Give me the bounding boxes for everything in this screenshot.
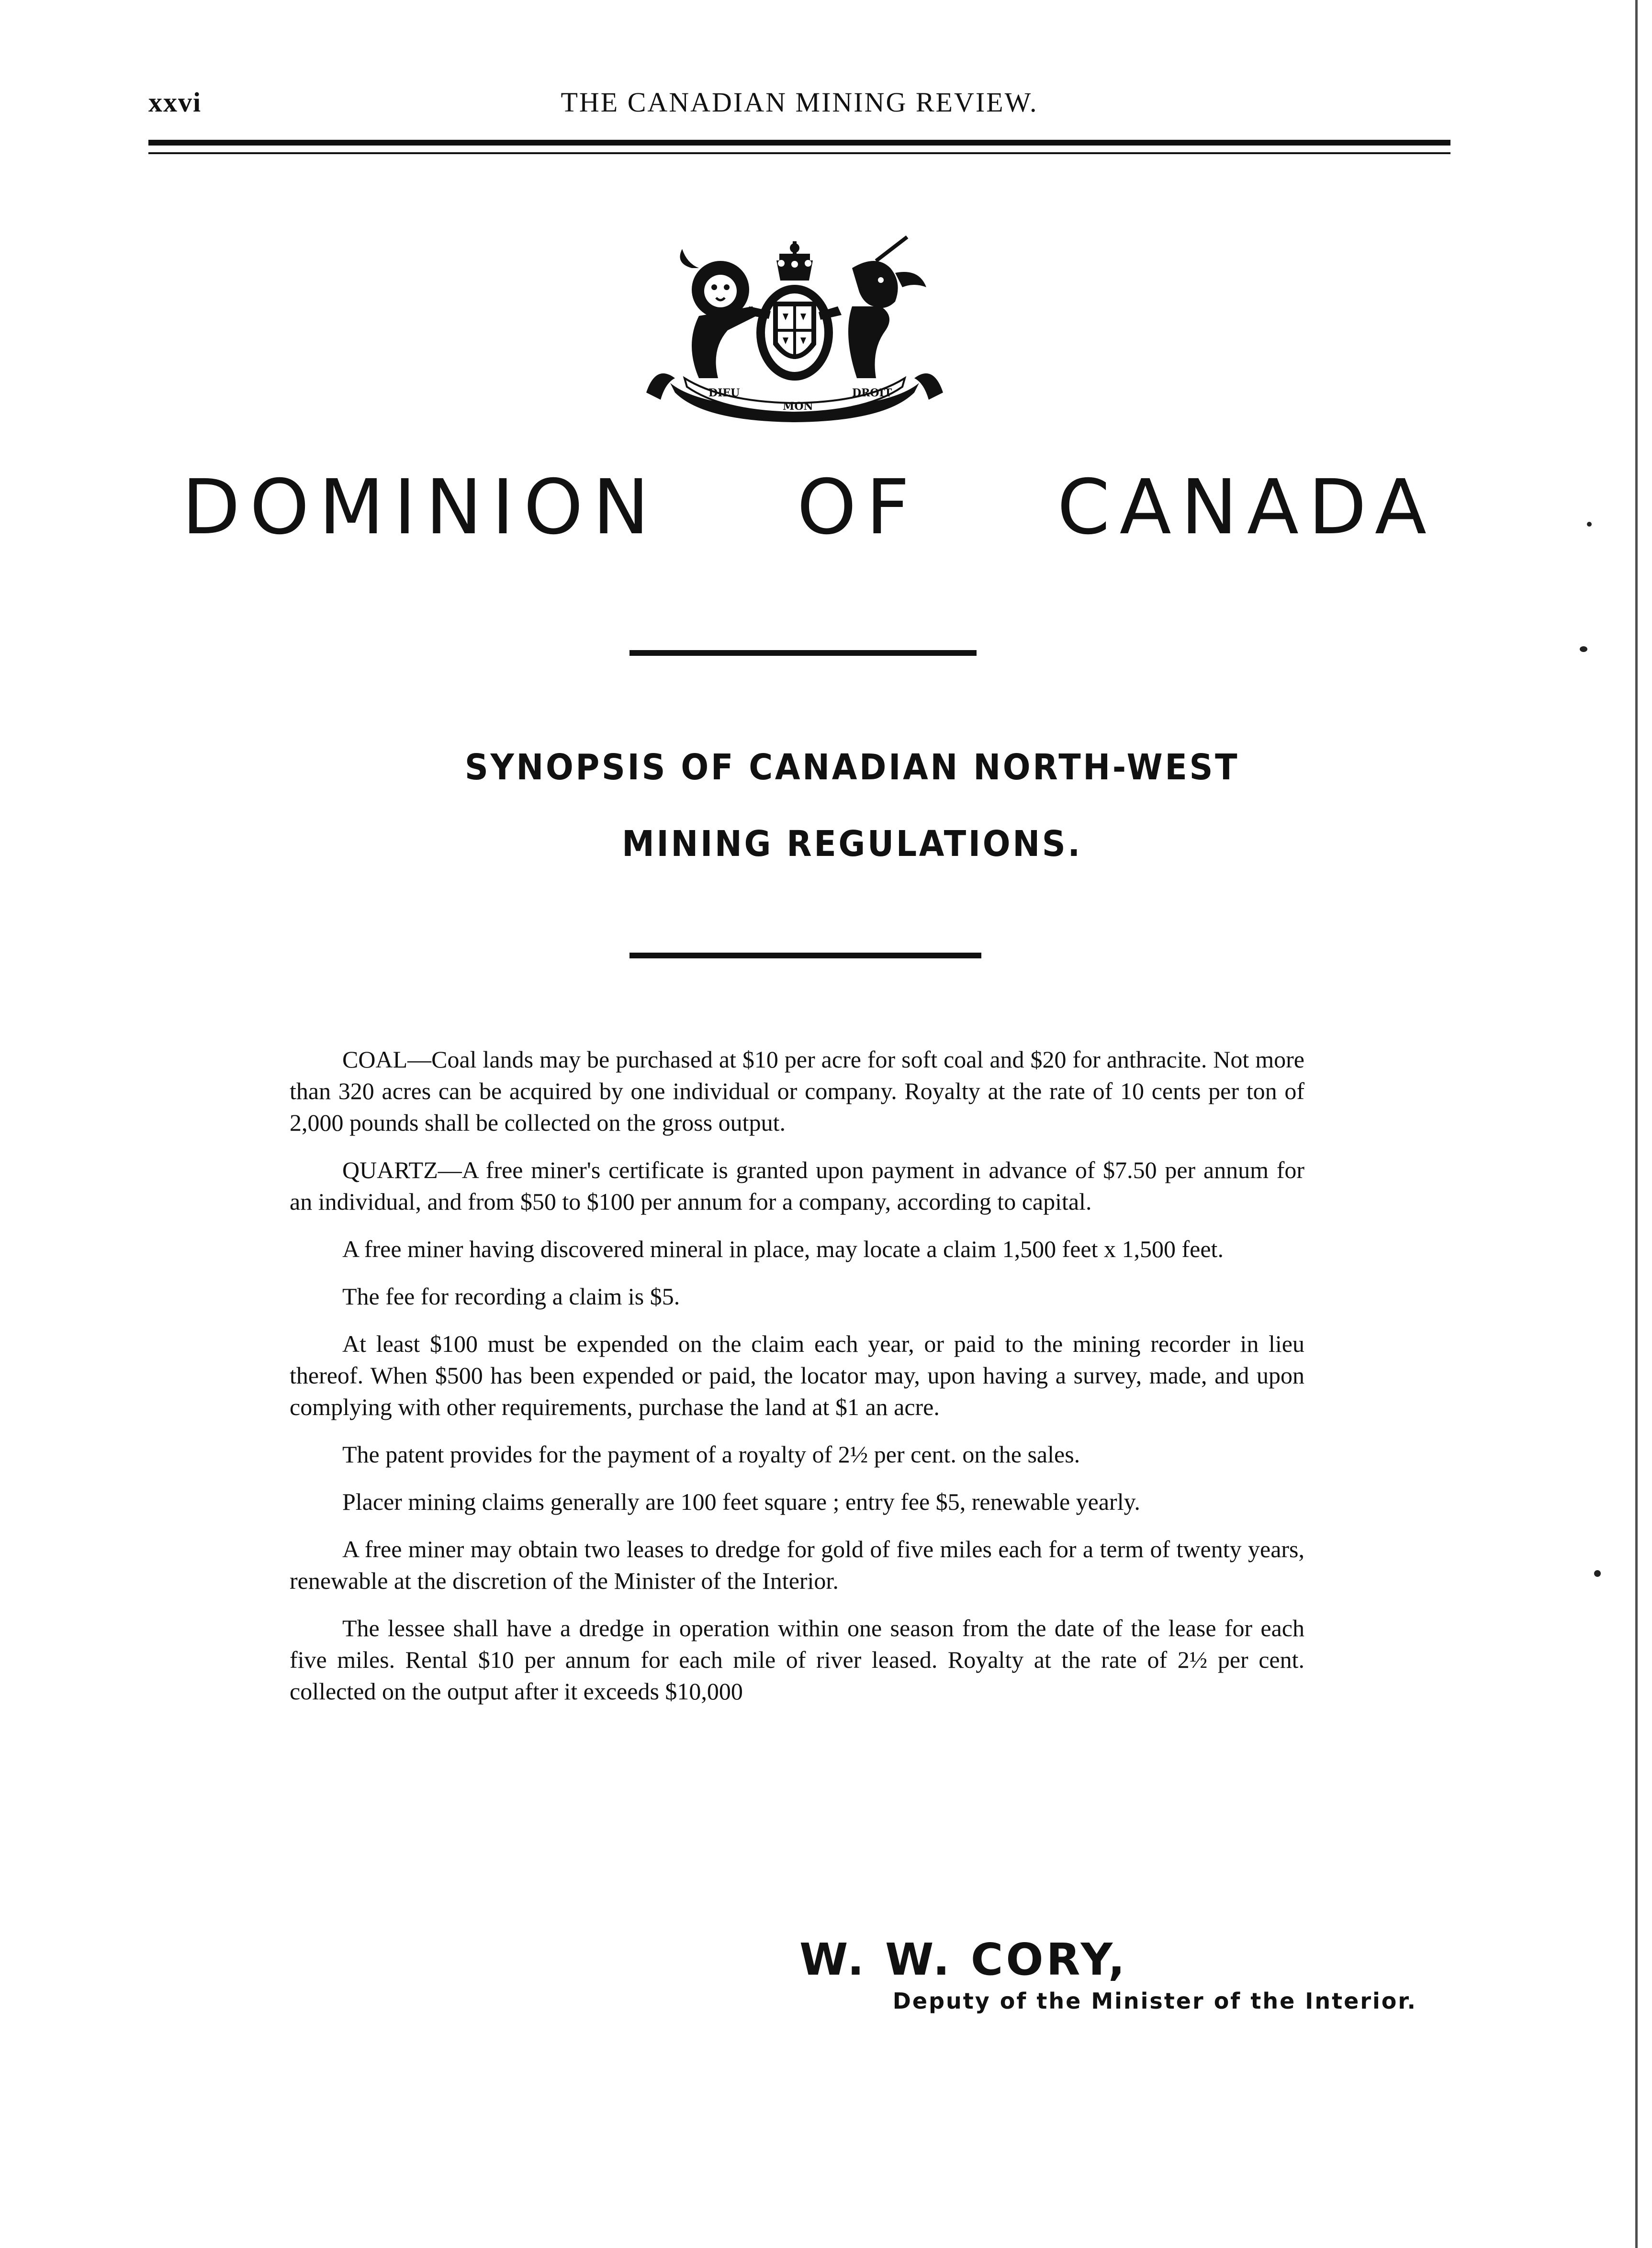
paragraph-patent: The patent provides for the payment of a royalty of 2½ per cent. on the sales. <box>342 1441 1080 1468</box>
signatory-name: W. W. CORY, <box>799 1934 1128 1985</box>
paragraph-claim-size: A free miner having discovered mineral in place, may locate a claim 1,500 feet x 1,500 feet. <box>342 1236 1224 1262</box>
motto-left: DIEU <box>708 387 740 399</box>
signature-block <box>766 1934 1436 2014</box>
paragraph-lessee: The lessee shall have a dredge in operation within one season from the date of the lease for each five miles. Rental $10 per annum for each mile of river leased. Royalty at the rate of 2½ per cent. collected on the output after it exceeds $10,000 <box>290 1615 1304 1705</box>
paragraph-placer: Placer mining claims generally are 100 feet square ; entry fee $5, renewable yearly. <box>342 1488 1140 1515</box>
motto-center: MON <box>783 400 813 413</box>
heading-word: DOMINION <box>182 463 659 551</box>
synopsis-heading-line2: MINING REGULATIONS. <box>622 823 1082 865</box>
coat-of-arms-icon <box>627 235 962 426</box>
signatory-title: Deputy of the Minister of the Interior. <box>892 1988 1417 2014</box>
page-number: xxvi <box>148 87 202 118</box>
scan-speck <box>1587 522 1592 527</box>
paragraph-recording-fee: The fee for recording a claim is $5. <box>342 1283 680 1310</box>
header-rule-thin <box>148 152 1450 154</box>
synopsis-heading-line1: SYNOPSIS OF CANADIAN NORTH-WEST <box>464 747 1240 788</box>
scan-speck <box>1580 646 1587 652</box>
scan-edge-line <box>1635 0 1638 2248</box>
paragraph-coal: COAL—Coal lands may be purchased at $10 per acre for soft coal and $20 for anthracite. Not more than 320 acres can be acquired by one individual or company. Royalty at the rate of 10 cents per ton of 2,000 pounds shall be collected on the gross output. <box>290 1046 1304 1136</box>
main-heading <box>182 460 1436 555</box>
paragraph-expenditure: At least $100 must be expended on the claim each year, or paid to the mining recorder in lieu thereof. When $500 has been expended or paid, the locator may, upon having a survey, made, and upon complying with other requirements, purchase the land at $1 an acre. <box>290 1330 1304 1420</box>
running-head <box>148 86 1450 129</box>
heading-word: OF <box>797 463 919 551</box>
scan-speck <box>1594 1570 1601 1577</box>
motto-right: DROIT <box>852 387 892 399</box>
regulations-text <box>290 1044 1304 1723</box>
header-rule-thick <box>148 140 1450 146</box>
paragraph-quartz: QUARTZ—A free miner's certificate is granted upon payment in advance of $7.50 per annum for an individual, and from $50 to $100 per annum for a company, according to capital. <box>290 1157 1304 1215</box>
divider-rule <box>629 650 977 656</box>
journal-title: THE CANADIAN MINING REVIEW. <box>561 87 1038 118</box>
divider-rule <box>629 953 981 958</box>
heading-word: CANADA <box>1057 463 1436 551</box>
paragraph-dredge-leases: A free miner may obtain two leases to dredge for gold of five miles each for a term of twenty years, renewable at the discretion of the Minister of the Interior. <box>290 1536 1304 1594</box>
